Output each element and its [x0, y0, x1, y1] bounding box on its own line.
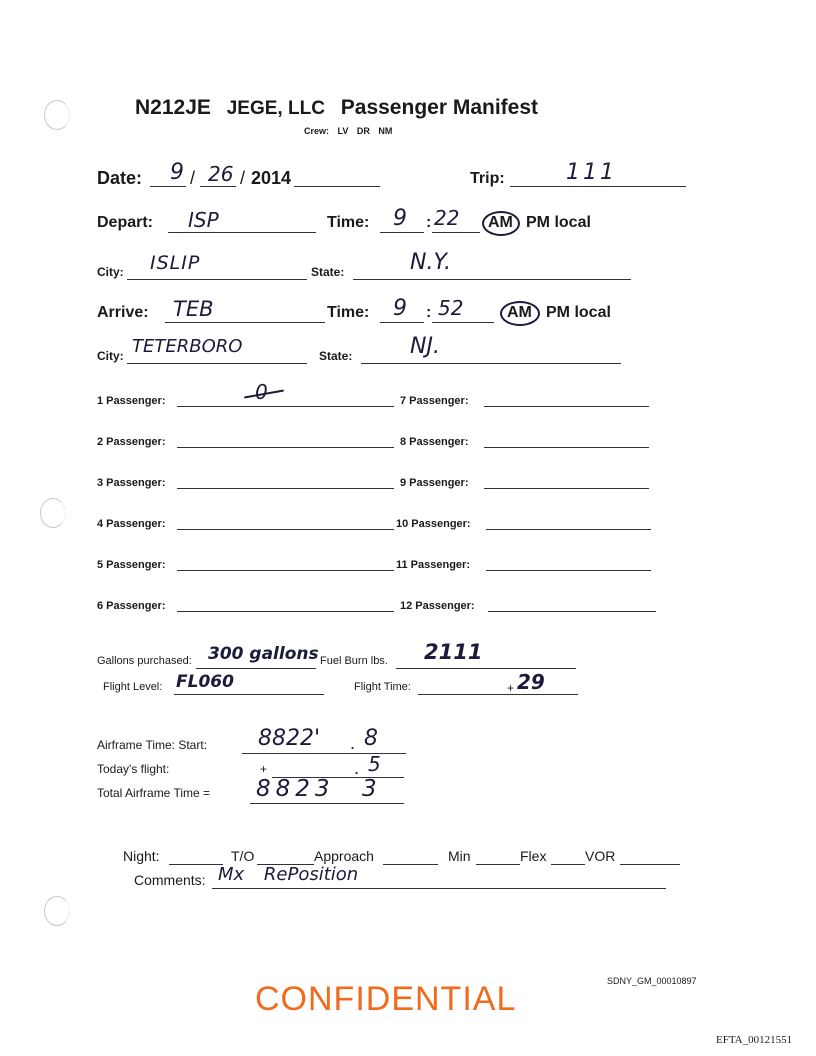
- date-separator-2: /: [240, 168, 246, 188]
- passenger-5-label: 5 Passenger:: [97, 559, 166, 571]
- todays-flight-label: Today's flight:: [97, 762, 170, 776]
- passenger-4-label: 4 Passenger:: [97, 518, 166, 530]
- depart-code-value: ISP: [188, 208, 219, 232]
- binder-hole-top: [44, 100, 70, 130]
- comments-label: Comments:: [134, 872, 206, 888]
- airframe-start-line: [242, 753, 406, 754]
- arrive-city-label: City:: [97, 349, 124, 363]
- passenger-5-line: [177, 570, 394, 571]
- passenger-9-line: [484, 488, 649, 489]
- passenger-6-line: [177, 611, 394, 612]
- airframe-start-dot: .: [350, 733, 356, 753]
- arrive-time-label: Time:: [327, 304, 370, 321]
- date-month-value: 9: [170, 160, 184, 185]
- flight-time-plus: +: [507, 681, 515, 695]
- binder-hole-middle: [40, 498, 66, 528]
- total-airframe-line: [250, 803, 404, 804]
- fuel-burn-label: Fuel Burn lbs.: [320, 655, 388, 667]
- airframe-start-main: 8822': [258, 726, 321, 751]
- depart-min-line: [432, 232, 480, 233]
- depart-label: Depart:: [97, 214, 154, 231]
- arrive-city-line: [127, 363, 307, 364]
- arrive-min-line: [432, 322, 494, 323]
- flex-line: [551, 864, 585, 865]
- total-airframe-main: 8823: [256, 776, 335, 802]
- depart-city-label: City:: [97, 265, 124, 279]
- depart-am-label: AM: [488, 214, 513, 231]
- fuel-burn-line: [396, 668, 576, 669]
- passenger-2-line: [177, 447, 394, 448]
- date-label: Date:: [97, 168, 143, 188]
- passenger-6-label: 6 Passenger:: [97, 600, 166, 612]
- flight-level-label: Flight Level:: [103, 681, 163, 693]
- todays-flight-tenth: 5: [368, 752, 381, 776]
- total-airframe-label: Total Airframe Time =: [97, 786, 211, 800]
- depart-hour-line: [380, 232, 424, 233]
- depart-state-label: State:: [311, 265, 345, 279]
- depart-state-line: [353, 279, 631, 280]
- total-airframe-tenth: 3: [362, 776, 377, 802]
- passenger-9-label: 9 Passenger:: [400, 477, 469, 489]
- confidential-stamp: CONFIDENTIAL: [255, 980, 517, 1018]
- efta-number: EFTA_00121551: [716, 1034, 793, 1046]
- binder-hole-bottom: [44, 896, 70, 926]
- min-label: Min: [448, 848, 471, 864]
- passenger-11-line: [486, 570, 651, 571]
- passenger-10-line: [486, 529, 651, 530]
- arrive-hour-line: [380, 322, 424, 323]
- flight-time-line: [418, 694, 578, 695]
- trip-line: [510, 186, 686, 187]
- gallons-label: Gallons purchased:: [97, 655, 192, 667]
- arrive-am-label: AM: [507, 304, 532, 321]
- arrive-label: Arrive:: [97, 304, 149, 321]
- passenger-3-label: 3 Passenger:: [97, 477, 166, 489]
- form-header: [135, 96, 595, 120]
- depart-pm-local: PM local: [526, 214, 591, 231]
- date-year-line: [294, 186, 380, 187]
- depart-state-value: N.Y.: [410, 250, 452, 275]
- passenger-3-line: [177, 488, 394, 489]
- comments-value: Mx RePosition: [218, 864, 359, 885]
- flight-time-label: Flight Time:: [354, 681, 411, 693]
- comments-line: [212, 888, 666, 889]
- airframe-start-label: Airframe Time: Start:: [97, 738, 208, 752]
- arrive-state-value: NJ.: [410, 334, 440, 359]
- arrive-hour-value: 9: [393, 296, 407, 321]
- date-month-line: [150, 186, 186, 187]
- fuel-burn-value: 2111: [424, 640, 483, 664]
- depart-hour-value: 9: [393, 206, 407, 231]
- depart-time-label: Time:: [327, 214, 370, 231]
- passenger-8-line: [484, 447, 649, 448]
- arrive-line: [165, 322, 325, 323]
- passenger-12-line: [488, 611, 656, 612]
- depart-line: [168, 232, 316, 233]
- company-name: JEGE, LLC: [226, 98, 325, 119]
- trip-label: Trip:: [470, 170, 505, 187]
- vor-label: VOR: [585, 848, 616, 864]
- airframe-start-tenth: 8: [364, 726, 378, 751]
- tail-number: N212JE: [135, 96, 211, 119]
- arrive-city-value: TETERBORO: [132, 336, 243, 357]
- date-day-value: 26: [208, 162, 234, 186]
- todays-flight-dot: .: [354, 758, 360, 778]
- trip-value: 111: [566, 160, 617, 185]
- passenger-7-line: [484, 406, 649, 407]
- arrive-pm-local: PM local: [546, 304, 611, 321]
- arrive-time-colon: :: [426, 304, 432, 321]
- passenger-12-label: 12 Passenger:: [400, 600, 475, 612]
- form-title: Passenger Manifest: [340, 96, 539, 119]
- passenger-1-value: 0: [255, 380, 268, 404]
- arrive-state-label: State:: [319, 349, 353, 363]
- gallons-value: 300 gallons: [208, 644, 319, 664]
- flight-time-value: 29: [517, 670, 545, 694]
- depart-city-value: ISLIP: [150, 252, 201, 274]
- flight-level-value: FL060: [176, 672, 234, 692]
- passenger-10-label: 10 Passenger:: [396, 518, 471, 530]
- passenger-7-label: 7 Passenger:: [400, 395, 469, 407]
- approach-label: Approach: [314, 848, 374, 864]
- crew-line: Crew: LV DR NM: [304, 126, 393, 136]
- passenger-2-label: 2 Passenger:: [97, 436, 166, 448]
- flex-label: Flex: [520, 848, 547, 864]
- passenger-4-line: [177, 529, 394, 530]
- bates-number: SDNY_GM_00010897: [607, 976, 697, 986]
- min-line: [476, 864, 520, 865]
- todays-flight-plus: +: [260, 762, 268, 776]
- date-year: 2014: [251, 168, 292, 188]
- arrive-state-line: [361, 363, 621, 364]
- passenger-8-label: 8 Passenger:: [400, 436, 469, 448]
- passenger-1-label: 1 Passenger:: [97, 395, 166, 407]
- date-day-line: [200, 186, 236, 187]
- arrive-min-value: 52: [438, 296, 464, 320]
- passenger-1-line: [177, 406, 394, 407]
- passenger-11-label: 11 Passenger:: [396, 559, 470, 571]
- depart-city-line: [127, 279, 307, 280]
- gallons-line: [196, 668, 316, 669]
- takeoff-label: T/O: [231, 848, 255, 864]
- depart-time-colon: :: [426, 214, 432, 231]
- approach-line: [383, 864, 438, 865]
- night-label: Night:: [123, 848, 160, 864]
- arrive-code-value: TEB: [173, 297, 214, 321]
- depart-min-value: 22: [434, 206, 460, 230]
- flight-level-line: [174, 694, 324, 695]
- night-line: [169, 864, 223, 865]
- date-separator-1: /: [190, 168, 196, 188]
- vor-line: [620, 864, 680, 865]
